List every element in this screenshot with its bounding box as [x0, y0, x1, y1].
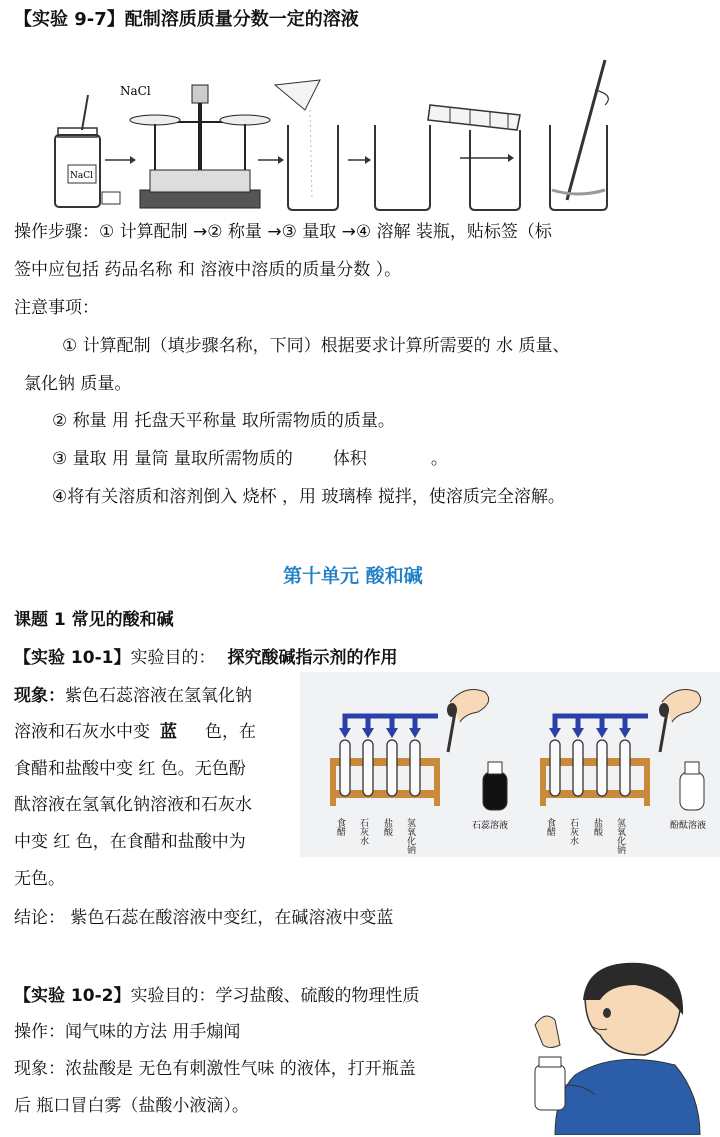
exp97-steps-line1: 操作步骤：① 计算配制 →② 称量 →③ 量取 →④ 溶解 装瓶，贴标签（标	[14, 222, 552, 242]
nacl-label: NaCl	[120, 84, 151, 98]
exp101-heading: 【实验 10-1】实验目的： 探究酸碱指示剂的作用	[14, 648, 398, 668]
exp102-heading: 【实验 10-2】实验目的：学习盐酸、硫酸的物理性质	[14, 986, 420, 1006]
exp97-note2: ② 称量 用 托盘天平称量 取所需物质的质量。	[52, 411, 395, 431]
tube-label-hcl-right: 盐酸	[592, 818, 602, 836]
beaker-2	[375, 125, 430, 210]
exp97-notes-heading: 注意事项：	[14, 298, 99, 318]
graduated-cylinder	[428, 105, 520, 130]
balance	[120, 84, 270, 208]
exp101-obs-line1: 现象：紫色石蕊溶液在氢氧化钠	[14, 686, 252, 706]
nacl-jar	[55, 95, 120, 207]
exp101-illustration	[300, 672, 720, 857]
exp102-obs-line1: 现象：浓盐酸是 无色有刺激性气味 的液体，打开瓶盖	[14, 1059, 416, 1079]
tube-label-lime-right: 石灰水	[568, 818, 578, 845]
arrow-1	[105, 156, 136, 164]
exp101-conclusion: 结论： 紫色石蕊在酸溶液中变红，在碱溶液中变蓝	[14, 908, 394, 928]
tube-label-vinegar-left: 食醋	[335, 818, 345, 836]
arrow-2	[258, 156, 284, 164]
arrow-3	[348, 156, 371, 164]
tube-label-hcl-left: 盐酸	[382, 818, 392, 836]
tube-label-lime-left: 石灰水	[358, 818, 368, 845]
exp101-obs-line3: 食醋和盐酸中变 红 色。无色酚	[14, 759, 246, 779]
exp97-steps-line2: 签中应包括 药品名称 和 溶液中溶质的质量分数 ）。	[14, 260, 402, 280]
exp97-illustration	[30, 40, 710, 215]
exp97-title: 【实验 9-7】配制溶质质量分数一定的溶液	[14, 9, 359, 30]
beaker-4	[550, 60, 608, 210]
exp102-op: 操作：闻气味的方法 用手煽闻	[14, 1022, 241, 1042]
exp102-obs-line2: 后 瓶口冒白雾（盐酸小液滴）。	[14, 1096, 249, 1116]
exp101-obs-line5: 中变 红 色，在食醋和盐酸中为	[14, 832, 246, 852]
lesson1-title: 课题 1 常见的酸和碱	[14, 610, 174, 630]
exp101-obs-line2: 溶液和石灰水中变 蓝 色，在	[14, 722, 256, 742]
tube-label-vinegar-right: 食醋	[545, 818, 555, 836]
jar-label: NaCl	[70, 171, 94, 181]
tube-label-naoh-left: 氢氧化钠	[405, 818, 415, 854]
beaker-3	[470, 130, 520, 210]
exp97-note1-line2: 氯化钠 质量。	[24, 374, 132, 394]
arrow-4	[460, 154, 514, 162]
phenolphthalein-label: 酚酞溶液	[670, 821, 707, 831]
boy-smelling-illustration	[515, 955, 715, 1135]
exp97-note3: ③ 量取 用 量筒 量取所需物质的 体积 。	[52, 449, 448, 469]
tube-label-naoh-right: 氢氧化钠	[615, 818, 625, 854]
exp101-obs-line6: 无色。	[14, 869, 65, 889]
beaker-1	[275, 80, 338, 210]
exp101-obs-line4: 酞溶液在氢氧化钠溶液和石灰水	[14, 795, 252, 815]
exp97-note1-line1: ① 计算配制（填步骤名称，下同）根据要求计算所需要的 水 质量、	[62, 336, 570, 356]
unit-title: 第十单元 酸和碱	[283, 565, 423, 587]
exp97-note4: ④将有关溶质和溶剂倒入 烧杯 ，用 玻璃棒 搅拌，使溶质完全溶解。	[52, 487, 565, 507]
litmus-label: 石蕊溶液	[472, 821, 509, 831]
